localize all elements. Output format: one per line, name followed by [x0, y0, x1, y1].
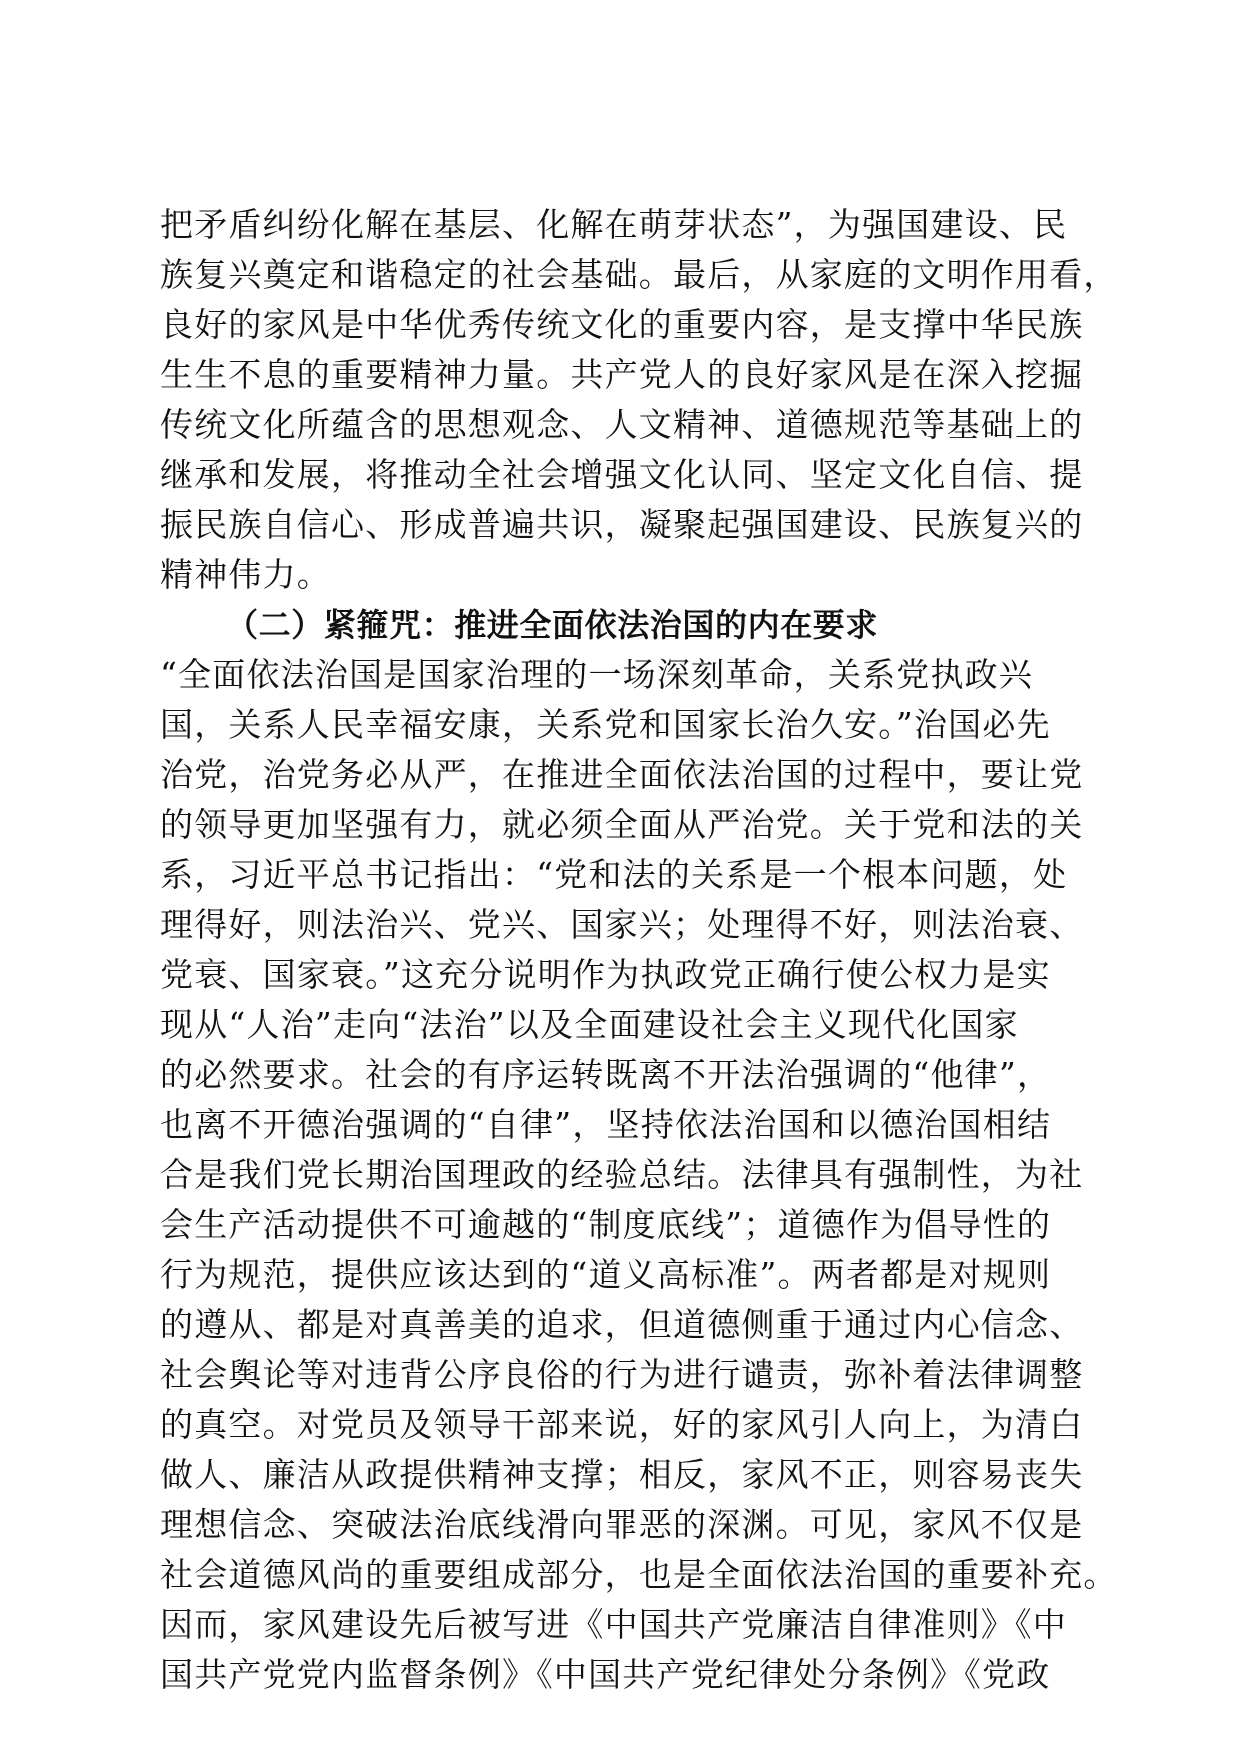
document-body: [160, 200, 1118, 1700]
text-line: 国共产党党内监督条例》《中国共产党纪律处分条例》《党政: [160, 1655, 1051, 1694]
text-line: 因而，家风建设先后被写进《中国共产党廉洁自律准则》《中: [160, 1605, 1067, 1644]
section-heading: （二）紧箍咒：推进全面依法治国的内在要求: [226, 606, 879, 644]
text-line: 党衰、国家衰。”这充分说明作为执政党正确行使公权力是实: [160, 955, 1051, 994]
paragraph-2: [160, 650, 1118, 1700]
text-line: 治党，治党务必从严，在推进全面依法治国的过程中，要让党: [160, 755, 1084, 794]
text-line: 振民族自信心、形成普遍共识，凝聚起强国建设、民族复兴的: [160, 505, 1084, 544]
text-line: 生生不息的重要精神力量。共产党人的良好家风是在深入挖掘: [160, 355, 1084, 394]
text-line: 社会道德风尚的重要组成部分，也是全面依法治国的重要补充。: [160, 1555, 1118, 1594]
text-line: 理想信念、突破法治底线滑向罪恶的深渊。可见，家风不仅是: [160, 1505, 1084, 1544]
text-line: 的领导更加坚强有力，就必须全面从严治党。关于党和法的关: [160, 805, 1084, 844]
text-line: 良好的家风是中华优秀传统文化的重要内容，是支撑中华民族: [160, 305, 1084, 344]
paragraph-1: [160, 200, 1118, 600]
text-line: 的遵从、都是对真善美的追求，但道德侧重于通过内心信念、: [160, 1305, 1084, 1344]
text-line: 把矛盾纠纷化解在基层、化解在萌芽状态”，为强国建设、民: [160, 205, 1068, 244]
text-line: 行为规范，提供应该达到的“道义高标准”。两者都是对规则: [160, 1255, 1052, 1294]
text-line: 的必然要求。社会的有序运转既离不开法治强调的“他律”，: [160, 1055, 1052, 1094]
text-line: 做人、廉洁从政提供精神支撑；相反，家风不正，则容易丧失: [160, 1455, 1084, 1494]
text-line: 精神伟力。: [160, 555, 331, 594]
text-line: 社会舆论等对违背公序良俗的行为进行谴责，弥补着法律调整: [160, 1355, 1084, 1394]
text-line: 传统文化所蕴含的思想观念、人文精神、道德规范等基础上的: [160, 405, 1084, 444]
text-line: 族复兴奠定和谐稳定的社会基础。最后，从家庭的文明作用看，: [160, 255, 1118, 294]
text-line: 的真空。对党员及领导干部来说，好的家风引人向上，为清白: [160, 1405, 1084, 1444]
text-line: 国，关系人民幸福安康，关系党和国家长治久安。”治国必先: [160, 705, 1051, 744]
text-line: 也离不开德治强调的“自律”，坚持依法治国和以德治国相结: [160, 1105, 1052, 1144]
text-line: 合是我们党长期治国理政的经验总结。法律具有强制性，为社: [160, 1155, 1084, 1194]
text-line: 现从“人治”走向“法治”以及全面建设社会主义现代化国家: [160, 1005, 1019, 1044]
text-line: 系，习近平总书记指出：“党和法的关系是一个根本问题，处: [160, 855, 1068, 894]
text-line: 继承和发展，将推动全社会增强文化认同、坚定文化自信、提: [160, 455, 1084, 494]
text-line: “全面依法治国是国家治理的一场深刻革命，关系党执政兴: [160, 655, 1034, 694]
text-line: 会生产活动提供不可逾越的“制度底线”；道德作为倡导性的: [160, 1205, 1052, 1244]
text-line: 理得好，则法治兴、党兴、国家兴；处理得不好，则法治衰、: [160, 905, 1084, 944]
